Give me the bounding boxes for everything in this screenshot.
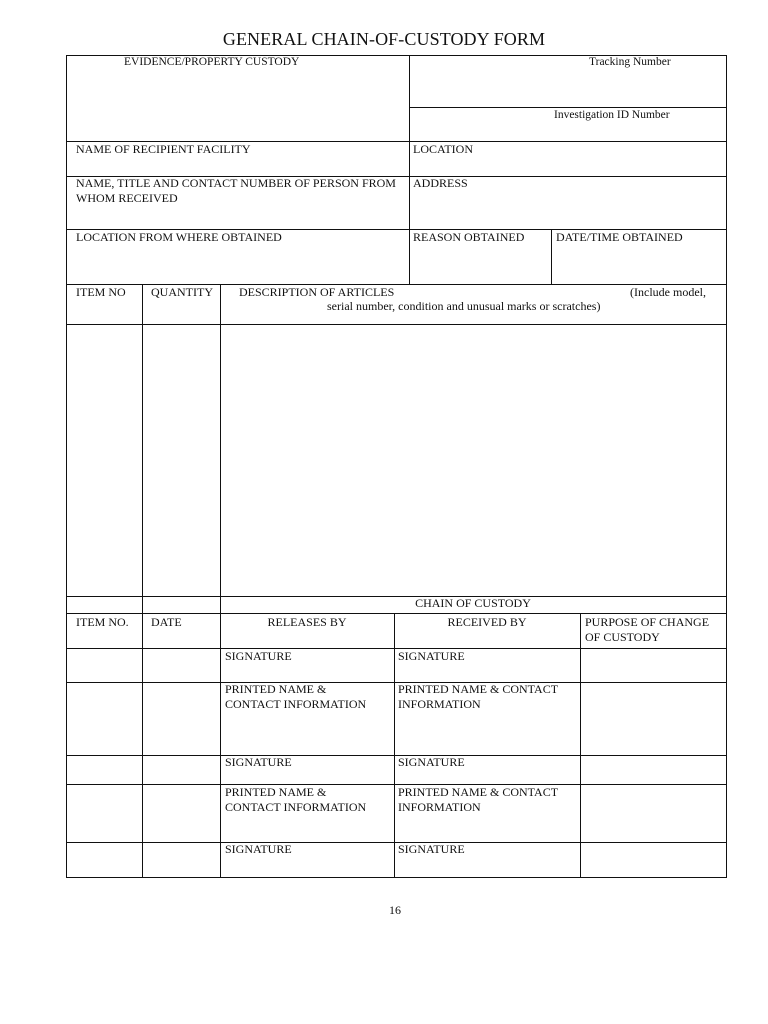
release-printed-name-label-line1: PRINTED NAME & [225, 682, 327, 696]
release-printed-name-label-line1: PRINTED NAME & [225, 785, 327, 799]
purpose-header-line2: OF CUSTODY [585, 630, 660, 644]
person-received-label-line2: WHOM RECEIVED [76, 191, 178, 205]
evidence-custody-label: EVIDENCE/PROPERTY CUSTODY [124, 56, 300, 68]
release-printed-name-label-line2: CONTACT INFORMATION [225, 697, 367, 711]
release-signature-label: SIGNATURE [225, 842, 292, 856]
received-by-header: RECEIVED BY [447, 615, 527, 629]
items-description-note-line1: (Include model, [630, 285, 706, 299]
items-description-header: DESCRIPTION OF ARTICLES [239, 285, 395, 299]
received-signature-label: SIGNATURE [398, 755, 465, 769]
received-printed-name-label-line2: INFORMATION [398, 697, 481, 711]
location-obtained-label: LOCATION FROM WHERE OBTAINED [76, 230, 282, 244]
received-signature-label: SIGNATURE [398, 649, 465, 663]
custody-item-no-header: ITEM NO. [76, 615, 129, 629]
recipient-facility-label: NAME OF RECIPIENT FACILITY [76, 142, 251, 156]
release-printed-name-label-line2: CONTACT INFORMATION [225, 800, 367, 814]
items-quantity-header: QUANTITY [151, 285, 213, 299]
address-label: ADDRESS [413, 176, 468, 190]
form-title: GENERAL CHAIN-OF-CUSTODY FORM [222, 29, 546, 49]
items-description-note-line2: serial number, condition and unusual marks or scratches) [327, 299, 601, 313]
custody-date-header: DATE [151, 615, 182, 629]
release-signature-label: SIGNATURE [225, 755, 292, 769]
releases-by-header: RELEASES BY [267, 615, 347, 629]
person-received-label-line1: NAME, TITLE AND CONTACT NUMBER OF PERSON FROM [76, 176, 396, 190]
purpose-header-line1: PURPOSE OF CHANGE [585, 615, 710, 629]
tracking-number-label: Tracking Number [589, 56, 671, 68]
release-signature-label: SIGNATURE [225, 649, 292, 663]
chain-of-custody-heading: CHAIN OF CUSTODY [415, 596, 531, 610]
reason-obtained-label: REASON OBTAINED [413, 230, 525, 244]
received-printed-name-label-line2: INFORMATION [398, 800, 481, 814]
received-signature-label: SIGNATURE [398, 842, 465, 856]
page-number: 16 [389, 903, 401, 917]
items-item-no-header: ITEM NO [76, 285, 126, 299]
location-label: LOCATION [413, 142, 473, 156]
datetime-obtained-label: DATE/TIME OBTAINED [556, 230, 683, 244]
received-printed-name-label-line1: PRINTED NAME & CONTACT [398, 785, 559, 799]
received-printed-name-label-line1: PRINTED NAME & CONTACT [398, 682, 559, 696]
investigation-id-label: Investigation ID Number [554, 109, 670, 121]
